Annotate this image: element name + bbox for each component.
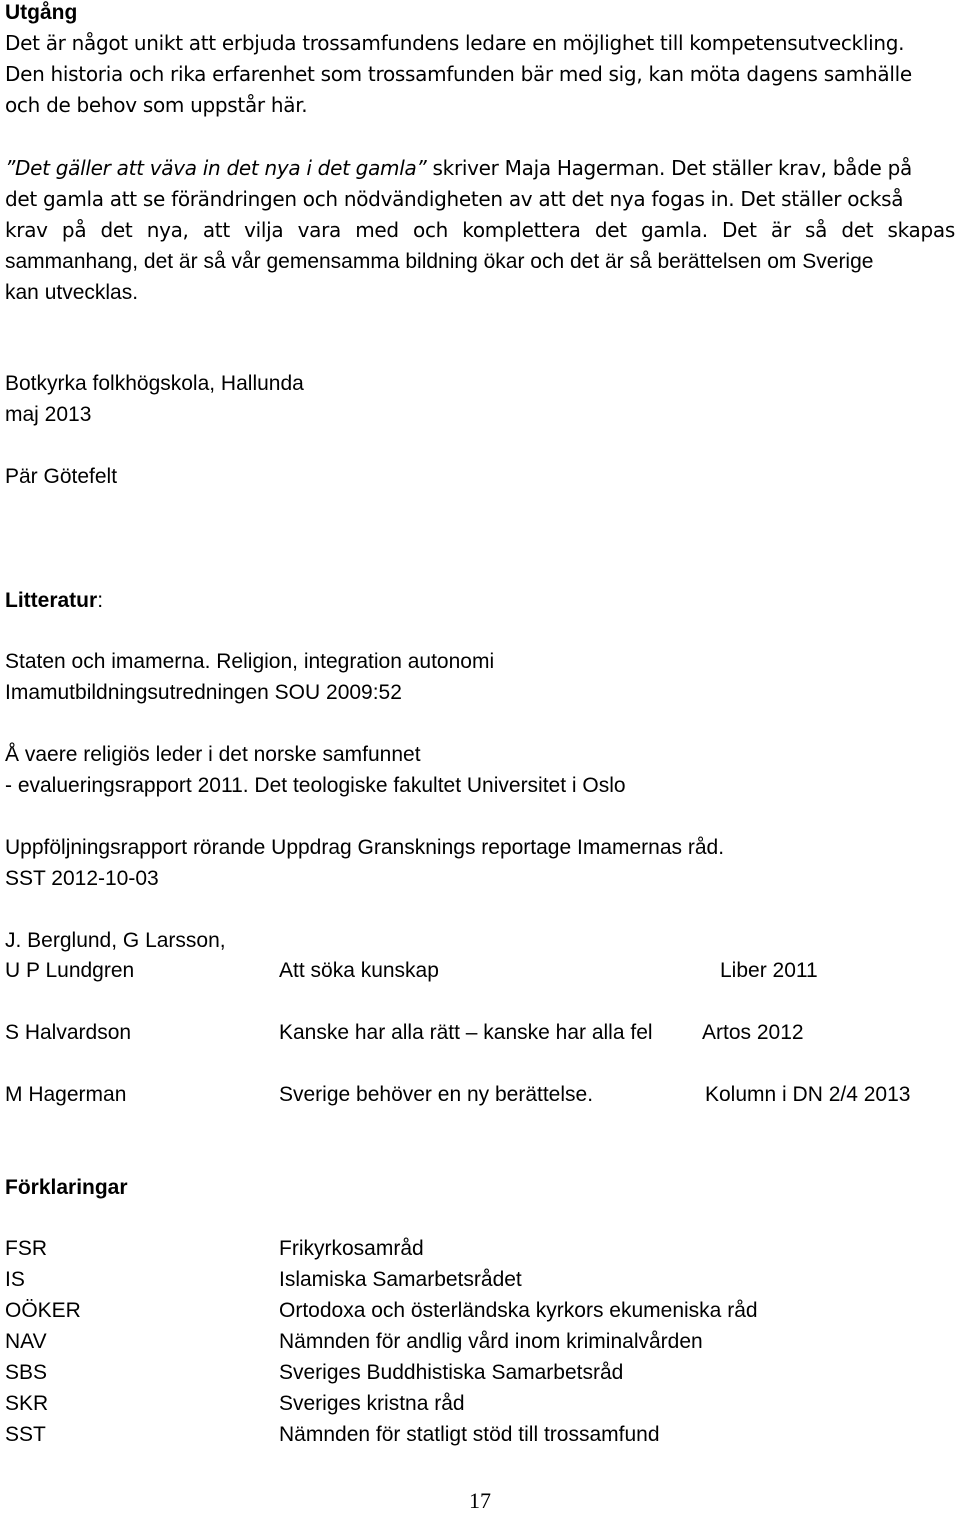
- paragraph-line: och de behov som uppstår här.: [5, 93, 308, 117]
- book-title: Att söka kunskap: [279, 959, 439, 982]
- section-heading-utgang: Utgång: [5, 1, 78, 24]
- signature-place: Botkyrka folkhögskola, Hallunda: [5, 372, 304, 395]
- paragraph-line: sammanhang, det är så vår gemensamma bildning ökar och det är så berättelsen om Sverige: [5, 250, 874, 273]
- abbreviation-meaning: Ortodoxa och österländska kyrkors ekumeniska råd: [279, 1299, 758, 1322]
- abbreviation-meaning: Sveriges Buddhistiska Samarbetsråd: [279, 1361, 624, 1384]
- signature-author: Pär Götefelt: [5, 465, 118, 488]
- page-number: 17: [469, 1488, 491, 1513]
- abbreviation: NAV: [5, 1330, 47, 1353]
- paragraph-line: det gamla att se förändringen och nödvändigheten av att det nya fogas in. Det ställer också: [5, 187, 904, 211]
- paragraph-line: krav på det nya, att vilja vara med och komplettera det gamla. Det är så det skapas: [5, 218, 955, 242]
- abbreviation-meaning: Sveriges kristna råd: [279, 1392, 465, 1415]
- abbreviation-meaning: Islamiska Samarbetsrådet: [279, 1268, 522, 1291]
- reference-line: Å vaere religiös leder i det norske samfunnet: [5, 743, 421, 766]
- abbreviation: SBS: [5, 1361, 48, 1384]
- abbreviation-meaning: Frikyrkosamråd: [279, 1237, 424, 1260]
- abbreviation-meaning: Nämnden för statligt stöd till trossamfund: [279, 1423, 660, 1446]
- paragraph-line: kan utvecklas.: [5, 281, 139, 304]
- abbreviation: SKR: [5, 1392, 49, 1415]
- quote-text: ”Det gäller att väva in det nya i det gamla”: [5, 156, 427, 180]
- paragraph-line: Den historia och rika erfarenhet som trossamfunden bär med sig, kan möta dagens samhälle: [5, 62, 912, 86]
- book-title: Sverige behöver en ny berättelse.: [279, 1083, 594, 1106]
- book-publisher: Liber 2011: [720, 959, 818, 982]
- book-publisher: Kolumn i DN 2/4 2013: [705, 1083, 911, 1106]
- section-heading-litteratur: Litteratur:: [5, 589, 104, 612]
- reference-line: - evalueringsrapport 2011. Det teologiske fakultet Universitet i Oslo: [5, 774, 626, 797]
- abbreviation: OÖKER: [5, 1299, 81, 1322]
- book-publisher: Artos 2012: [702, 1021, 804, 1044]
- abbreviation: IS: [5, 1268, 25, 1291]
- book-title: Kanske har alla rätt – kanske har alla fel: [279, 1021, 653, 1044]
- reference-authors: J. Berglund, G Larsson,: [5, 929, 226, 952]
- book-author: S Halvardson: [5, 1021, 132, 1044]
- book-author: U P Lundgren: [5, 959, 135, 982]
- book-author: M Hagerman: [5, 1083, 127, 1106]
- reference-line: SST 2012-10-03: [5, 867, 159, 890]
- paragraph-line: Det är något unikt att erbjuda trossamfundens ledare en möjlighet till kompetensutveckling.: [5, 31, 905, 55]
- reference-line: Uppföljningsrapport rörande Uppdrag Gransknings reportage Imamernas råd.: [5, 836, 725, 859]
- abbreviation: SST: [5, 1423, 46, 1446]
- paragraph-line: ”Det gäller att väva in det nya i det gamla” skriver Maja Hagerman. Det ställer krav, både på: [5, 156, 912, 180]
- reference-line: Imamutbildningsutredningen SOU 2009:52: [5, 681, 402, 704]
- signature-date: maj 2013: [5, 403, 92, 426]
- abbreviation: FSR: [5, 1237, 47, 1260]
- reference-line: Staten och imamerna. Religion, integration autonomi: [5, 650, 495, 673]
- section-heading-forklaringar: Förklaringar: [5, 1176, 128, 1199]
- abbreviation-meaning: Nämnden för andlig vård inom kriminalvården: [279, 1330, 703, 1353]
